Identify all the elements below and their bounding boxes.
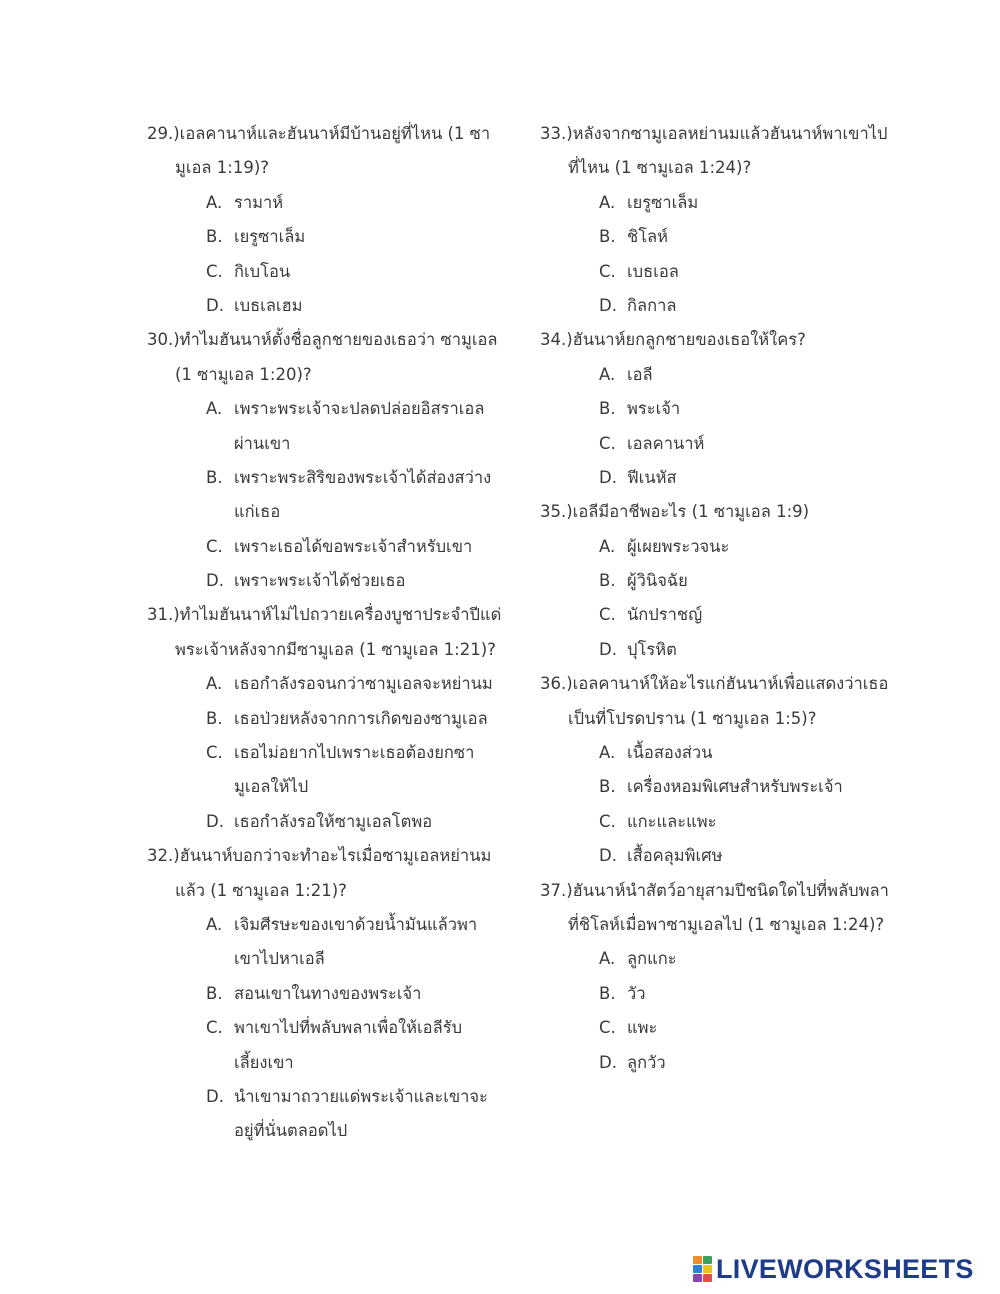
question-block [147,839,517,1149]
option-text: ผู้วินิจฉัย [627,571,688,591]
answer-option-c[interactable] [540,805,900,839]
option-letter: C. [206,536,223,556]
option-text: พระเจ้า [627,399,681,419]
option-text: สอนเขาในทางของพระเจ้า [234,983,422,1003]
option-text: ฟีเนหัส [627,467,677,487]
option-letter: C. [206,1018,223,1038]
option-text: เธอกำลังรอจนกว่าซามูเอลจะหย่านม [234,674,493,694]
answer-option-b[interactable] [540,220,900,254]
option-letter: B. [599,571,616,591]
option-text: เนื้อสองส่วน [627,743,713,763]
option-letter: D. [599,1052,617,1072]
option-letter: D. [206,811,224,831]
answer-option-c[interactable] [540,427,900,461]
question-text: เป็นที่โปรดปราน (1 ซามูเอล 1:5)? [568,708,817,728]
option-letter: B. [206,708,223,728]
answer-option-a[interactable] [540,530,900,564]
option-text: เพราะพระสิริของพระเจ้าได้ส่องสว่าง [234,467,492,487]
option-text: รามาห์ [234,192,284,212]
question-block [540,667,900,873]
answer-option-b[interactable] [147,977,517,1011]
option-text: เอลี [627,364,653,384]
question-block [540,495,900,667]
answer-option-d[interactable] [147,289,517,323]
question-block [540,117,900,323]
question-text: 32.)ฮันนาห์บอกว่าจะทำอะไรเมื่อซามูเอลหย่านม [147,846,492,866]
answer-option-c[interactable] [147,530,517,564]
question-text: 33.)หลังจากซามูเอลหย่านมแล้วฮันนาห์พาเขาไป [540,124,888,143]
question-block [540,874,900,1080]
option-text: เบธเลเฮม [234,295,303,315]
option-letter: B. [206,467,223,487]
option-text: ปุโรหิต [627,639,677,659]
question-text: (1 ซามูเอล 1:20)? [175,364,312,384]
question-text: ที่ไหน (1 ซามูเอล 1:24)? [568,158,752,178]
answer-option-d[interactable] [540,461,900,495]
option-letter: C. [599,261,616,281]
option-letter: D. [599,467,617,487]
question-text: 34.)ฮันนาห์ยกลูกชายของเธอให้ใคร? [540,330,806,350]
option-text: เครื่องหอมพิเศษสำหรับพระเจ้า [627,777,843,797]
question-text: 36.)เอลคานาห์ให้อะไรแก่ฮันนาห์เพื่อแสดงว่าเธอ [540,674,889,694]
option-text: เยรูซาเล็ม [234,227,306,247]
option-text: ลูกวัว [627,1052,666,1072]
logo-wordmark: LIVEWORKSHEETS [716,1253,974,1284]
option-text-continued: ผ่านเขา [234,433,291,453]
logo-mark-icon [693,1256,713,1282]
option-text: นักปราชญ์ [627,605,703,625]
answer-option-d[interactable] [540,839,900,873]
right-question-column [540,117,900,1080]
answer-option-c[interactable] [540,1011,900,1045]
option-text-continued: มูเอลให้ไป [234,777,309,797]
option-text: นำเขามาถวายแด่พระเจ้าและเขาจะ [234,1086,488,1106]
question-block [147,117,517,323]
option-letter: A. [599,743,616,763]
option-letter: B. [599,983,616,1003]
question-text: พระเจ้าหลังจากมีซามูเอล (1 ซามูเอล 1:21)? [175,639,496,659]
answer-option-d[interactable] [147,805,517,839]
option-text: กิเบโอน [234,261,291,281]
question-block [147,323,517,598]
option-text-continued: แก่เธอ [234,502,281,522]
left-question-column [147,117,517,1149]
option-letter: D. [599,846,617,866]
option-text: ลูกแกะ [627,949,677,969]
answer-option-a[interactable] [147,392,517,426]
option-letter: D. [206,295,224,315]
option-letter: A. [206,399,223,419]
answer-option-a[interactable] [540,736,900,770]
option-letter: B. [599,777,616,797]
question-text: ที่ชิโลห์เมื่อพาซามูเอลไป (1 ซามูเอล 1:24)? [568,914,885,934]
option-text: เพราะพระเจ้าได้ช่วยเธอ [234,571,406,591]
option-letter: D. [599,639,617,659]
option-letter: C. [599,811,616,831]
option-letter: C. [599,433,616,453]
answer-option-d[interactable] [540,633,900,667]
answer-option-a[interactable] [147,908,517,942]
answer-option-b[interactable] [540,977,900,1011]
option-text: เพราะพระเจ้าจะปลดปล่อยอิสราเอล [234,399,485,419]
question-text: มูเอล 1:19)? [175,158,270,178]
answer-option-b[interactable] [147,702,517,736]
option-text: พาเขาไปที่พลับพลาเพื่อให้เอลีรับ [234,1018,463,1038]
answer-option-d[interactable] [540,289,900,323]
option-text: เธอกำลังรอให้ซามูเอลโตพอ [234,811,433,831]
option-letter: A. [206,192,223,212]
liveworksheets-logo [693,1252,974,1286]
question-text: 31.)ทำไมฮันนาห์ไม่ไปถวายเครื่องบูชาประจำปีแด่ [147,605,502,625]
option-text: เธอไม่อยากไปเพราะเธอต้องยกซา [234,743,475,763]
answer-option-d[interactable] [147,564,517,598]
question-text: 37.)ฮันนาห์นำสัตว์อายุสามปีชนิดใดไปที่พลับพลา [540,880,889,900]
answer-option-d[interactable] [540,1046,900,1080]
question-text: แล้ว (1 ซามูเอล 1:21)? [175,880,347,900]
option-letter: C. [599,1018,616,1038]
answer-option-b[interactable] [147,461,517,495]
option-text: เบธเอล [627,261,679,281]
answer-option-c[interactable] [147,255,517,289]
answer-option-c[interactable] [540,255,900,289]
option-text: กิลกาล [627,295,677,315]
answer-option-c[interactable] [147,1011,517,1045]
option-letter: A. [206,914,223,934]
answer-option-a[interactable] [147,186,517,220]
option-text-continued: เขาไปหาเอลี [234,949,325,969]
answer-option-b[interactable] [540,564,900,598]
option-text: เอลคานาห์ [627,433,705,453]
option-text: ผู้เผยพระวจนะ [627,536,730,556]
option-letter: A. [599,364,616,384]
answer-option-b[interactable] [147,220,517,254]
option-text: เจิมศีรษะของเขาด้วยน้ำมันแล้วพา [234,914,478,934]
option-letter: B. [599,399,616,419]
option-text-continued: เลี้ยงเขา [234,1052,294,1072]
option-text: เยรูซาเล็ม [627,192,699,212]
option-letter: D. [206,1086,224,1106]
question-text: 29.)เอลคานาห์และฮันนาห์มีบ้านอยู่ที่ไหน (1 ซา [147,124,491,143]
answer-option-a[interactable] [147,667,517,701]
option-letter: B. [599,227,616,247]
option-text: ชิโลห์ [627,227,669,247]
option-letter: D. [206,571,224,591]
answer-option-a[interactable] [540,186,900,220]
answer-option-a[interactable] [540,358,900,392]
option-text: เพราะเธอได้ขอพระเจ้าสำหรับเขา [234,536,473,556]
option-letter: A. [599,192,616,212]
answer-option-d[interactable] [147,1080,517,1114]
option-letter: C. [599,605,616,625]
option-letter: A. [206,674,223,694]
option-text-continued: อยู่ที่นั่นตลอดไป [234,1121,348,1141]
option-letter: A. [599,949,616,969]
question-block [540,323,900,495]
option-letter: B. [206,983,223,1003]
option-text: เธอป่วยหลังจากการเกิดของซามูเอล [234,708,488,728]
option-text: แพะ [627,1018,658,1038]
option-letter: D. [599,295,617,315]
option-letter: A. [599,536,616,556]
option-text: เสื้อคลุมพิเศษ [627,846,723,866]
question-block [147,598,517,839]
option-letter: C. [206,743,223,763]
answer-option-a[interactable] [540,942,900,976]
option-letter: B. [206,227,223,247]
option-text: วัว [627,983,646,1003]
answer-option-b[interactable] [540,392,900,426]
question-text: 35.)เอลีมีอาชีพอะไร (1 ซามูเอล 1:9) [540,502,810,522]
option-text: แกะและแพะ [627,811,717,831]
answer-option-c[interactable] [147,736,517,770]
question-text: 30.)ทำไมฮันนาห์ตั้งชื่อลูกชายของเธอว่า ซามูเอล [147,330,498,350]
answer-option-c[interactable] [540,598,900,632]
option-letter: C. [206,261,223,281]
answer-option-b[interactable] [540,770,900,804]
